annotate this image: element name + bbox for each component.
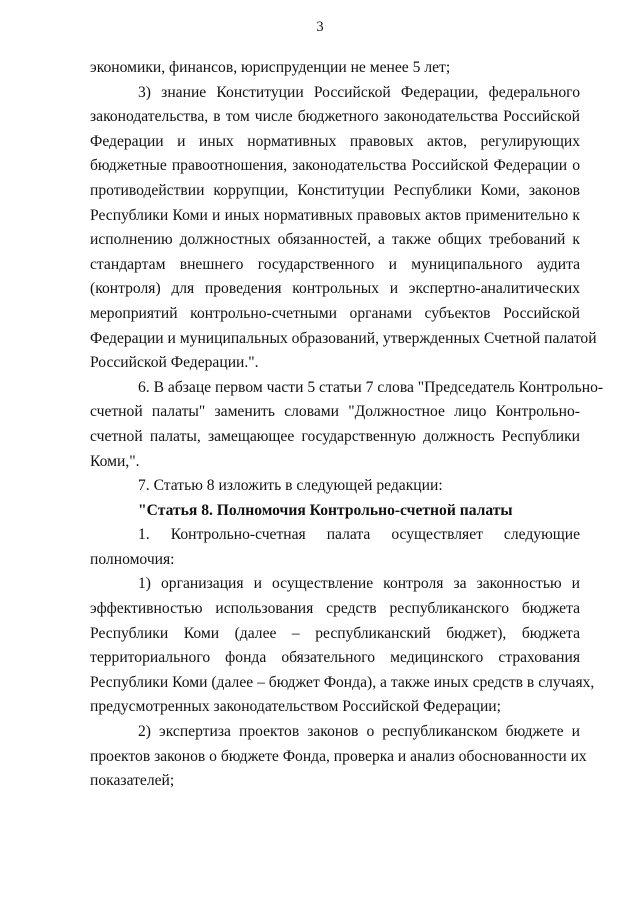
paragraph [90, 474, 580, 499]
text-line: бюджетные правоотношения, законодательства Российской Федерации о [90, 157, 580, 175]
text-line: проектов законов о бюджете Фонда, проверка и анализ обоснованности их [90, 747, 587, 765]
paragraph [90, 572, 595, 720]
text-line: мероприятий контрольно-счетными органами субъектов Российской [90, 304, 580, 322]
document-body [90, 56, 604, 794]
text-line: 2) экспертиза проектов законов о республиканском бюджете и [138, 723, 580, 741]
text-line: противодействии коррупции, Конституции Республики Коми, законов [90, 181, 580, 199]
text-line: 1. Контрольно-счетная палата осуществляет следующие [138, 526, 580, 544]
text-line: законодательства, в том числе бюджетного законодательства Российской [90, 108, 580, 126]
text-line: Коми,". [90, 452, 140, 470]
text-line: счетной палаты" заменить словами "Должностное лицо Контрольно- [90, 403, 580, 421]
text-line: экономики, финансов, юриспруденции не менее 5 лет; [90, 59, 451, 76]
text-line: Федерации и иных нормативных правовых актов, регулирующих [90, 132, 580, 150]
text-line: Республики Коми (далее – бюджет Фонда), а также иных средств в случаях, [90, 673, 595, 691]
text-line: Федерации и муниципальных образований, утвержденных Счетной палатой [90, 329, 597, 347]
text-line: Республики Коми и иных нормативных правовых актов применительно к [90, 206, 580, 224]
text-line: 7. Статью 8 изложить в следующей редакции: [138, 477, 443, 495]
text-line: (контроля) для проведения контрольных и экспертно-аналитических [90, 280, 580, 298]
text-line: 3) знание Конституции Российской Федерации, федерального [138, 83, 580, 101]
paragraph [90, 376, 604, 474]
text-line: стандартам внешнего государственного и муниципального аудита [90, 255, 580, 273]
paragraph [90, 720, 587, 794]
paragraph [90, 523, 580, 572]
text-line: показателей; [90, 772, 175, 790]
text-line: счетной палаты, замещающее государственную должность Республики [90, 427, 580, 445]
text-line: предусмотренных законодательством Российской Федерации; [90, 698, 501, 716]
text-line: "Статья 8. Полномочия Контрольно-счетной палаты [138, 501, 513, 519]
text-line: Республики Коми (далее – республиканский бюджет), бюджета [90, 624, 580, 642]
text-line: полномочия: [90, 550, 175, 568]
text-line: 1) организация и осуществление контроля за законностью и [138, 575, 580, 593]
text-line: Российской Федерации.". [90, 354, 259, 372]
paragraph [90, 81, 597, 376]
article-heading [90, 499, 580, 524]
text-line: исполнению должностных обязанностей, а также общих требований к [90, 231, 580, 249]
text-line: 6. В абзаце первом части 5 статьи 7 слова "Председатель Контрольно- [138, 378, 604, 396]
paragraph [90, 56, 580, 81]
text-line: эффективностью использования средств республиканского бюджета [90, 600, 580, 618]
text-line: территориального фонда обязательного медицинского страхования [90, 649, 580, 667]
page-number: 3 [316, 19, 324, 35]
